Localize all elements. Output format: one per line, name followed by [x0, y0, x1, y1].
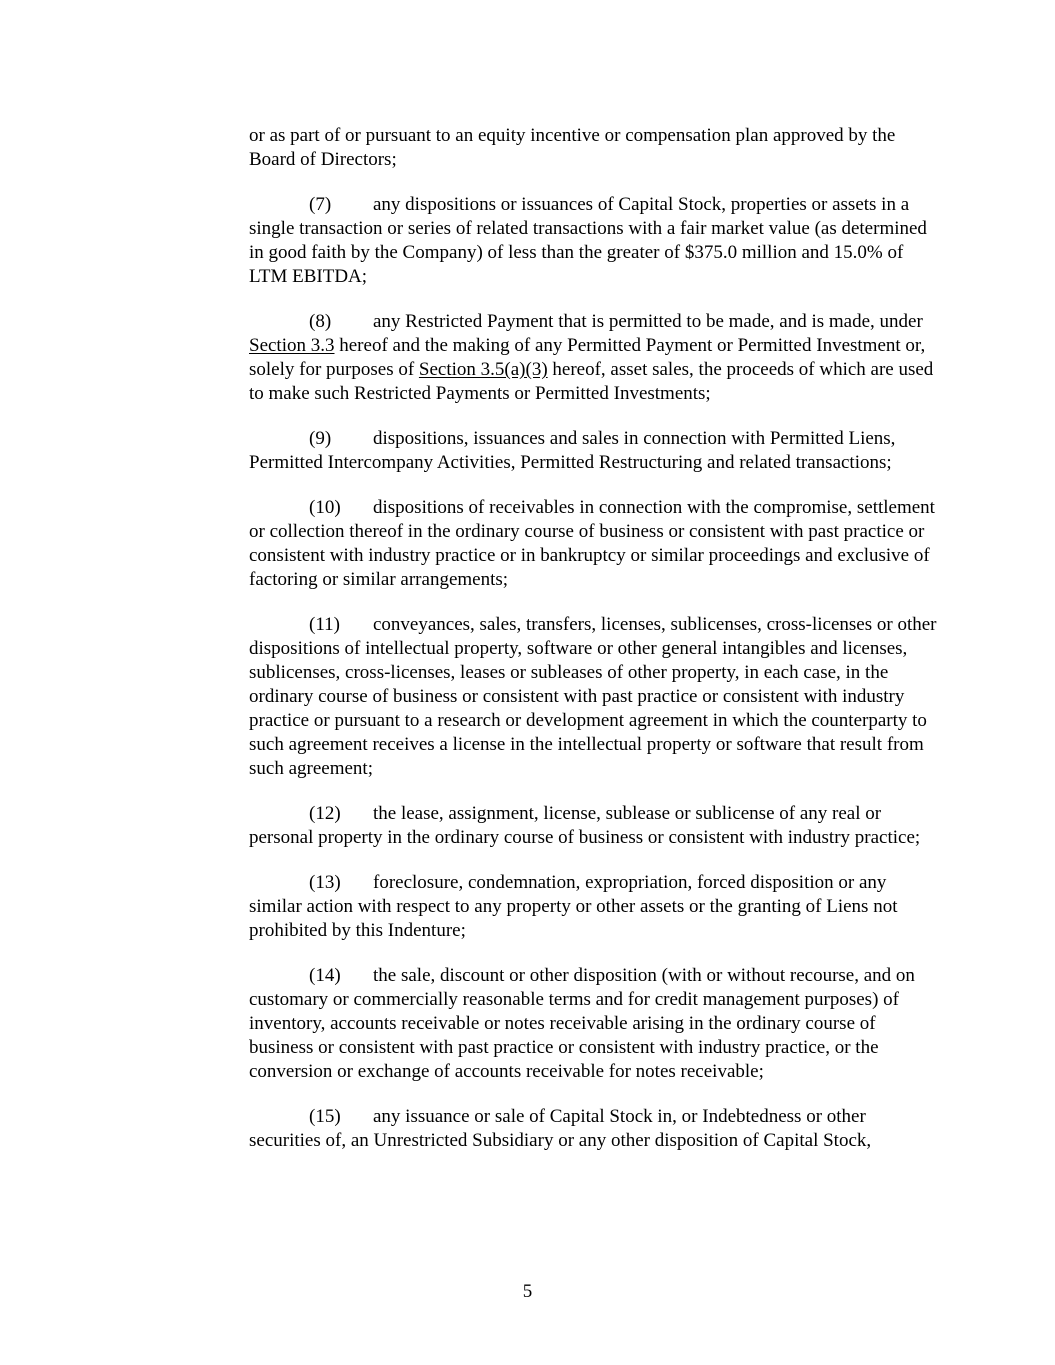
clause-text-part-c: hereof, asset sales, the proceeds of which are used to make such Restricted Payments or Permitted Investments;: [249, 359, 934, 404]
clause-number: (14): [309, 965, 341, 986]
clause-number: (12): [309, 803, 341, 824]
document-body: [249, 124, 939, 1174]
clause-number: (15): [309, 1106, 341, 1127]
clause-number: (11): [309, 614, 340, 635]
clause-9: [249, 427, 939, 475]
section-3-3-reference: Section 3.3: [249, 335, 335, 356]
clause-text: the sale, discount or other disposition (with or without recourse, and on customary or commercially reasonable terms and for credit management purposes) of inventory, accounts receivable or notes receivable arising in the ordinary course of business or consistent with past practice or consistent with industry practice, or the conversion or exchange of accounts receivable for notes receivable;: [249, 965, 915, 1082]
clause-15: [249, 1105, 939, 1153]
clause-14: [249, 964, 939, 1084]
clause-text: dispositions, issuances and sales in connection with Permitted Liens, Permitted Intercompany Activities, Permitted Restructuring and related transactions;: [249, 428, 896, 473]
clause-text-part-a: any Restricted Payment that is permitted to be made, and is made, under: [373, 311, 923, 332]
page-number: 5: [522, 1281, 533, 1302]
clause-text: foreclosure, condemnation, expropriation, forced disposition or any similar action with respect to any property or other assets or the granting of Liens not prohibited by this Indenture;: [249, 872, 898, 941]
clause-7: [249, 193, 939, 289]
section-3-5-a-3-reference: Section 3.5(a)(3): [418, 359, 548, 380]
clause-11: [249, 613, 939, 781]
clause-text-part-b: hereof and the making of any Permitted Payment or Permitted Investment or, solely for purposes of: [249, 335, 926, 380]
clause-number: (8): [309, 311, 332, 332]
clause-13: [249, 871, 939, 943]
clause-number: (7): [309, 194, 332, 215]
clause-number: (13): [309, 872, 341, 893]
clause-number: (10): [309, 497, 341, 518]
clause-number: (9): [309, 428, 332, 449]
clause-text: any dispositions or issuances of Capital Stock, properties or assets in a single transaction or series of related transactions with a fair market value (as determined in good faith by the Company) of less than the greater of $375.0 million and 15.0% of LTM EBITDA;: [249, 194, 927, 287]
clause-text: conveyances, sales, transfers, licenses, sublicenses, cross-licenses or other dispositions of intellectual property, software or other general intangibles and licenses, sublicenses, cross-licenses, leases or subleases of other property, in each case, in the ordinary course of business or consistent with past practice or consistent with industry practice or pursuant to a research or development agreement in which the counterparty to such agreement receives a license in the intellectual property or software that result from such agreement;: [249, 614, 937, 779]
continuation-text: or as part of or pursuant to an equity incentive or compensation plan approved by the Board of Directors;: [249, 125, 896, 170]
clause-12: [249, 802, 939, 850]
clause-text: any issuance or sale of Capital Stock in, or Indebtedness or other securities of, an Unrestricted Subsidiary or any other disposition of Capital Stock,: [249, 1106, 872, 1151]
clause-text: the lease, assignment, license, sublease or sublicense of any real or personal property in the ordinary course of business or consistent with industry practice;: [249, 803, 921, 848]
clause-8: [249, 310, 939, 406]
continuation-paragraph: [249, 124, 939, 172]
clause-text: dispositions of receivables in connection with the compromise, settlement or collection thereof in the ordinary course of business or consistent with past practice or consistent with industry practice or in bankruptcy or similar proceedings and exclusive of factoring or similar arrangements;: [249, 497, 935, 590]
clause-10: [249, 496, 939, 592]
